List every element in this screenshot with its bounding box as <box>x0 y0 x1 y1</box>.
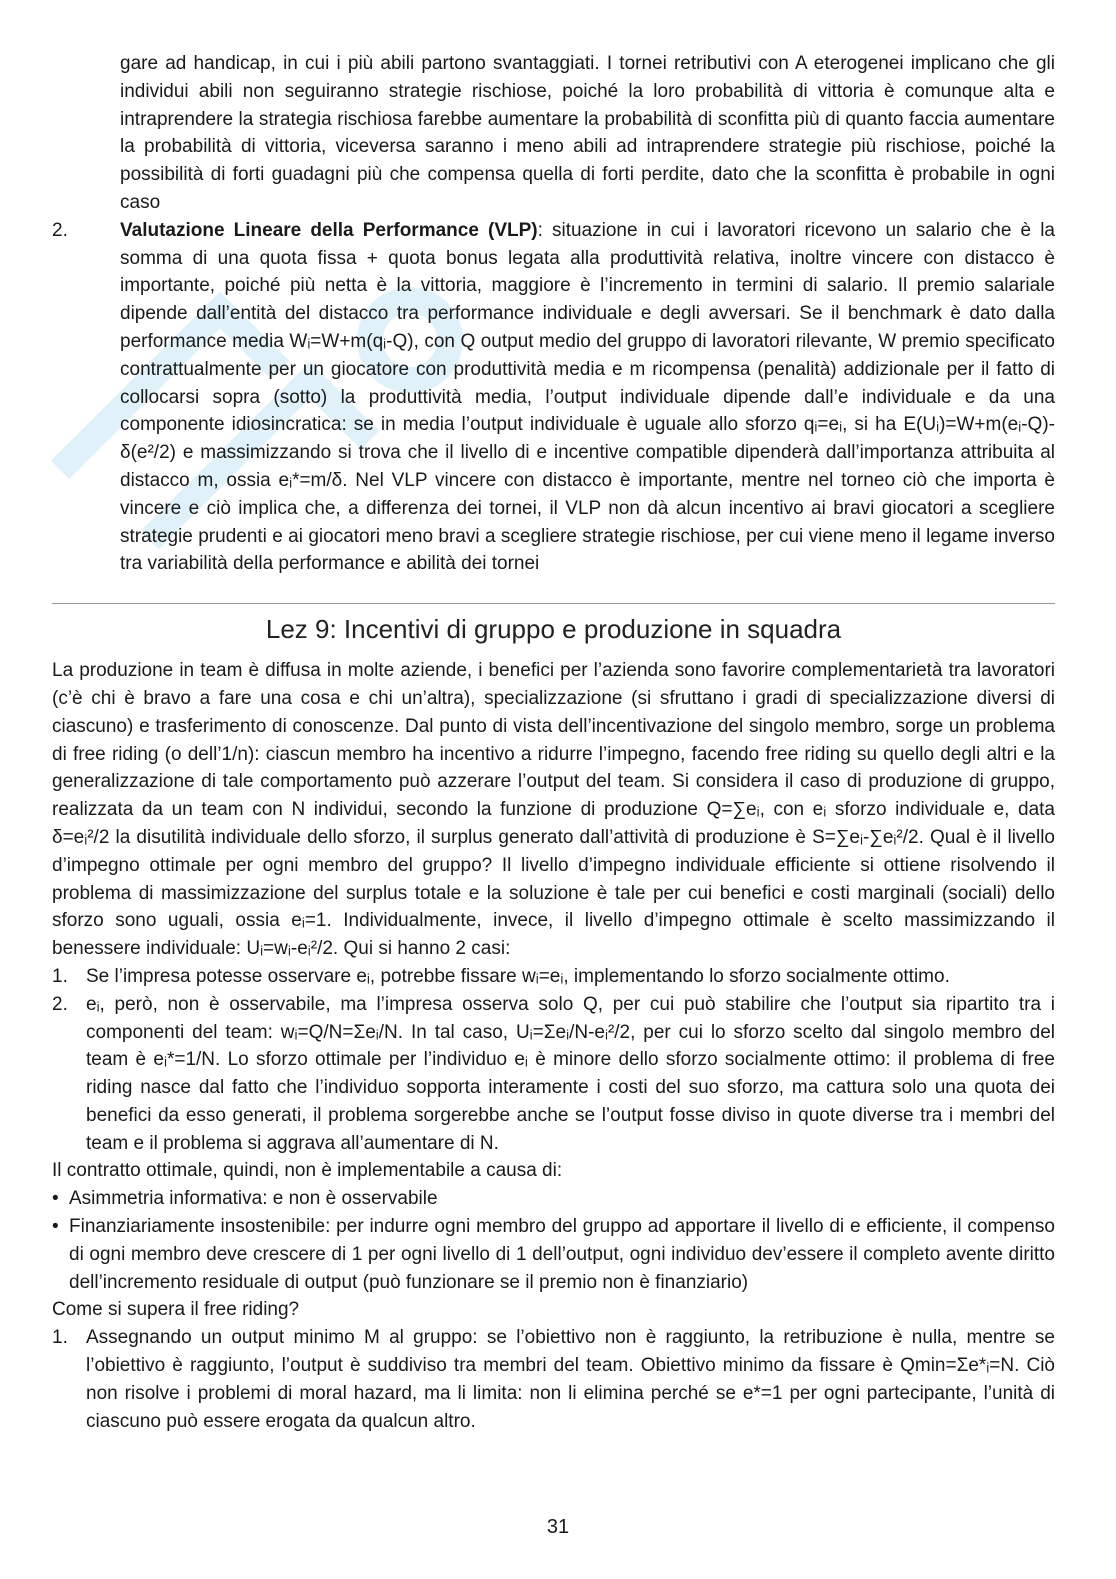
list-item-text: eᵢ, però, non è osservabile, ma l’impresa osserva solo Q, per cui può stabilire che l’output sia ripartito tra i componenti del team: wᵢ=Q/N=Σeᵢ/N. In tal caso, Uᵢ=Σeᵢ/N-eᵢ²/2, per cui lo sforzo scelto dal singolo membro del team è eᵢ*=1/N. Lo sforzo ottimale per l’individuo eᵢ è minore dello sforzo socialmente ottimo: il problema di free riding nasce dal fatto che l’individuo sopporta interamente i costi del suo sforzo, ma cattura solo una quota dei benefici da esso generati, il problema sorgerebbe anche se l’output fosse diviso in quote diverse tra i membri del team e il problema si aggrava all’aumentare di N. <box>86 993 1055 1154</box>
list-item <box>52 1324 1055 1435</box>
list-item-vlp <box>52 217 1055 578</box>
bullet-item: • Asimmetria informativa: e non è osservabile <box>52 1185 1055 1213</box>
cases-list <box>52 963 1055 1158</box>
vlp-list <box>52 217 1055 578</box>
intro-paragraph: La produzione in team è diffusa in molte aziende, i benefici per l’azienda sono favorire complementarietà tra lavoratori (c’è chi è bravo a fare una cosa e chi un’altra), specializzazione (si sfruttano i gradi di specializzazione diversi di ciascuno) e trasferimento di conoscenze. Dal punto di vista dell’incentivazione del singolo membro, sorge un problema di free riding (o dell’1/n): ciascun membro ha incentivo a ridurre l’impegno, facendo free riding su quello degli altri e la generalizzazione di tale comportamento può azzerare l’output del team. Si considera il caso di produzione di gruppo, realizzata da un team con N individui, secondo la funzione di produzione Q=∑eᵢ, con eᵢ sforzo individuale e, data δ=eᵢ²/2 la disutilità individuale dello sforzo, il surplus generato dall’attività di produzione è S=∑eᵢ-∑eᵢ²/2. Qual è il livello d’impegno ottimale per ogni membro del gruppo? Il livello d’impegno individuale efficiente si ottiene risolvendo il problema di massimizzazione del surplus totale e la soluzione è tale per cui benefici e costi marginali (sociali) dello sforzo sono uguali, ossia eᵢ=1. Individualmente, invece, il livello d’impegno ottimale è scelto massimizzando il benessere individuale: Uᵢ=wᵢ-eᵢ²/2. Qui si hanno 2 casi: <box>52 660 1055 960</box>
contract-intro: Il contratto ottimale, quindi, non è implementabile a causa di: <box>52 1160 563 1182</box>
vlp-title: Valutazione Lineare della Performance (VLP) <box>120 219 538 241</box>
list-number: 1. <box>52 965 68 987</box>
page-content <box>52 50 1055 1435</box>
top-continuation-paragraph: gare ad handicap, in cui i più abili partono svantaggiati. I tornei retributivi con A eterogenei implicano che gli individui abili non seguiranno strategie rischiose, poiché la loro probabilità di vittoria è comunque alta e intraprendere la strategia rischiosa farebbe aumentare la probabilità di sconfitta più di quanto faccia aumentare la probabilità di vittoria, viceversa saranno i meno abili ad intraprendere strategie più rischiose, poiché la possibilità di forti guadagni più che compensa quella di forti perdite, dato che la sconfitta è probabile in ogni caso <box>120 53 1055 213</box>
list-item <box>52 991 1055 1158</box>
section-divider <box>52 603 1055 604</box>
list-number: 2. <box>52 993 68 1015</box>
list-item-text: Se l’impresa potesse osservare eᵢ, potrebbe fissare wᵢ=eᵢ, implementando lo sforzo socialmente ottimo. <box>86 965 950 987</box>
bullet-list <box>52 1185 1055 1296</box>
vlp-text: : situazione in cui i lavoratori ricevono un salario che è la somma di una quota fissa + quota bonus legata alla produttività relativa, inoltre vincere con distacco è importante, poiché più netta è la vittoria, maggiore è l’incremento in termini di salario. Il premio salariale dipende dall’entità del distacco tra performance individuale e degli avversari. Se il benchmark è dato dalla performance media Wᵢ=W+m(qᵢ-Q), con Q output medio del gruppo di lavoratori rilevante, W premio specificato contrattualmente per un giocatore con produttività media e m ricompensa (penalità) addizionale per il fatto di collocarsi sopra (sotto) la produttività media, l’output individuale dipende dall’e individuale e da una componente idiosincratica: se in media l’output individuale è uguale allo sforzo qᵢ=eᵢ, si ha E(Uᵢ)=W+m(eᵢ-Q)-δ(e²/2) e massimizzando si trova che il livello di e incentive compatible dipenderà dall’importanza attribuita al distacco m, ossia eᵢ*=m/δ. Nel VLP vincere con distacco è importante, mentre nel torneo ciò che importa è vincere e ciò implica che, a differenza dei tornei, il VLP non dà alcun incentivo ai bravi giocatori a scegliere strategie prudenti e ai giocatori meno bravi a scegliere strategie rischiose, per cui viene meno il legame inverso tra variabilità della performance e abilità dei tornei <box>120 219 1055 575</box>
list-number: 2. <box>52 219 68 241</box>
page-number: 31 <box>546 1516 570 1538</box>
list-item-text: Assegnando un output minimo M al gruppo: se l’obiettivo non è raggiunto, la retribuzione è nulla, mentre se l’obiettivo è raggiunto, l’output è suddiviso tra membri del team. Obiettivo minimo da fissare è Qmin=Σe*ᵢ=N. Ciò non risolve i problemi di moral hazard, ma li limita: non li elimina perché se e*=1 per ogni partecipante, l’unità di ciascuno può essere erogata da qualcun altro. <box>86 1327 1055 1432</box>
question-line: Come si supera il free riding? <box>52 1299 300 1321</box>
section-title: Lez 9: Incentivi di gruppo e produzione in squadra <box>265 614 842 645</box>
bullet-item: • Finanziariamente insostenibile: per indurre ogni membro del gruppo ad apportare il livello di e efficiente, il compenso di ogni membro deve crescere di 1 per ogni livello di 1 dell’output, ogni individuo dev’essere il completo avente diritto dell’incremento residuale di output (può funzionare se il premio non è finanziario) <box>52 1213 1055 1296</box>
list-item <box>52 963 1055 991</box>
solutions-list <box>52 1324 1055 1435</box>
list-number: 1. <box>52 1327 68 1349</box>
